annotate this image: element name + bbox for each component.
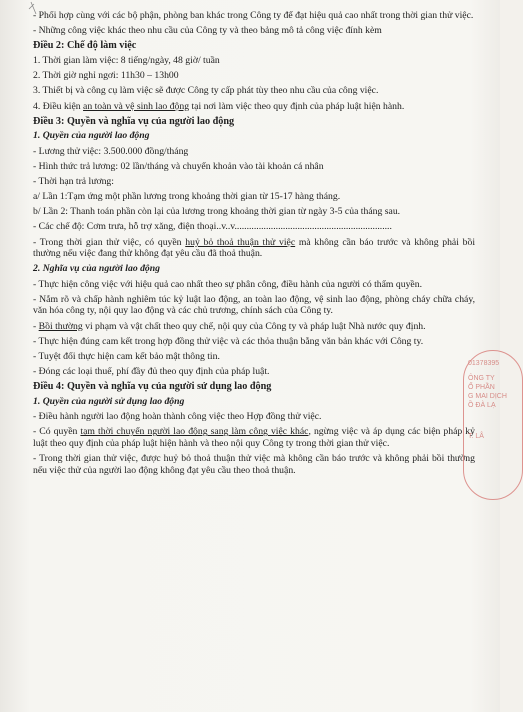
employer-cancel: - Trong thời gian thử việc, được huỷ bỏ thoả thuận thử việc mà không cần báo trước và không phải bồi thường nếu việc thử của người lao động không đạt yêu cầu theo thoả thuận. <box>33 453 475 476</box>
payment-first: a/ Lần 1:Tạm ứng một phần lương trong khoảng thời gian từ 15-17 hàng tháng. <box>33 191 341 203</box>
rest-hours: 2. Thời giờ nghỉ ngơi: 11h30 – 13h00 <box>33 70 179 82</box>
payment-method: - Hình thức trả lương: 02 lần/tháng và chuyển khoản vào tài khoản cá nhân <box>33 160 324 172</box>
equipment: 3. Thiết bị và công cụ làm việc sẽ được Công ty cấp phát tùy theo nhu cầu của công việc. <box>33 85 379 97</box>
employer-transfer: - Có quyền tạm thời chuyển người lao động sang làm công việc khác, ngừng việc và áp dụng các biện pháp kỷ luật theo quy định của pháp luật hiện hành và theo nội quy Công ty trong thời gian thử việc. <box>33 426 475 449</box>
payment-deadline: - Thời hạn trả lương: <box>33 175 114 187</box>
benefits: - Các chế độ: Cơm trưa, hỗ trợ xăng, điện thoại..v..v................................................................. <box>33 221 392 233</box>
cancel-right: - Trong thời gian thử việc, có quyền huỷ bỏ thoả thuận thử việc mà không cần báo trước và không phải bồi thường nếu việc đang thử không đạt yêu cầu đã thoả thuận. <box>33 236 476 260</box>
duty-other: - Những công việc khác theo nhu cầu của Công ty và theo bảng mô tả công việc đính kèm <box>33 25 382 37</box>
employee-duties-heading: 2. Nghĩa vụ của người lao động <box>33 263 161 275</box>
duty-tax: - Đóng các loại thuế, phí đầy đủ theo quy định của pháp luật. <box>33 366 270 378</box>
employer-rights-heading: 1. Quyền của người sử dụng lao động <box>33 395 185 407</box>
duty-compensation: - Bồi thường vi phạm và vật chất theo quy chế, nội quy của Công ty và pháp luật Nhà nước quy định. <box>33 320 426 332</box>
payment-second: b/ Lần 2: Thanh toán phần còn lại của lương trong khoảng thời gian từ ngày 3-5 của tháng sau. <box>33 206 401 218</box>
work-hours: 1. Thời gian làm việc: 8 tiếng/ngày, 48 giờ/ tuần <box>33 54 220 66</box>
duty-perform: - Thực hiện công việc với hiệu quả cao nhất theo sự phân công, điều hành của người có thẩm quyền. <box>33 278 422 290</box>
document-body <box>33 10 475 480</box>
probation-salary: - Lương thử việc: 3.500.000 đồng/tháng <box>33 145 189 157</box>
duty-commitment: - Thực hiện đúng cam kết trong hợp đồng thử việc và các thỏa thuận bằng văn bản khác với Công ty. <box>33 335 424 347</box>
duty-confidentiality: - Tuyệt đối thực hiện cam kết bảo mật thông tin. <box>33 350 220 362</box>
company-seal-stamp: 01378395 ÔNG TY Ổ PHẦN G MAI DỊCH Ồ ĐÀ LẠ T. LÂ <box>463 350 523 500</box>
safety-conditions: 4. Điều kiện an toàn và vệ sinh lao động tại nơi làm việc theo quy định của pháp luật hiện hành. <box>33 100 405 112</box>
article-3-heading: Điều 3: Quyền và nghĩa vụ của người lao động <box>33 115 235 127</box>
employer-direct: - Điều hành người lao động hoàn thành công việc theo Hợp đồng thử việc. <box>33 411 322 423</box>
employee-rights-heading: 1. Quyền của người lao động <box>33 130 150 142</box>
article-2-heading: Điều 2: Chế độ làm việc <box>33 40 137 52</box>
article-4-heading: Điều 4: Quyền và nghĩa vụ của người sử dụng lao động <box>33 381 272 393</box>
duty-coordinate: - Phối hợp cùng với các bộ phận, phòng ban khác trong Công ty để đạt hiệu quả cao nhất trong thời gian thử việc. <box>33 10 474 21</box>
duty-discipline: - Nắm rõ và chấp hành nghiêm túc kỷ luật lao động, an toàn lao động, vệ sinh lao động, phòng cháy chữa cháy, văn hóa công ty, nội quy lao động và các chủ trương, chính sách của Công ty. <box>33 293 475 317</box>
